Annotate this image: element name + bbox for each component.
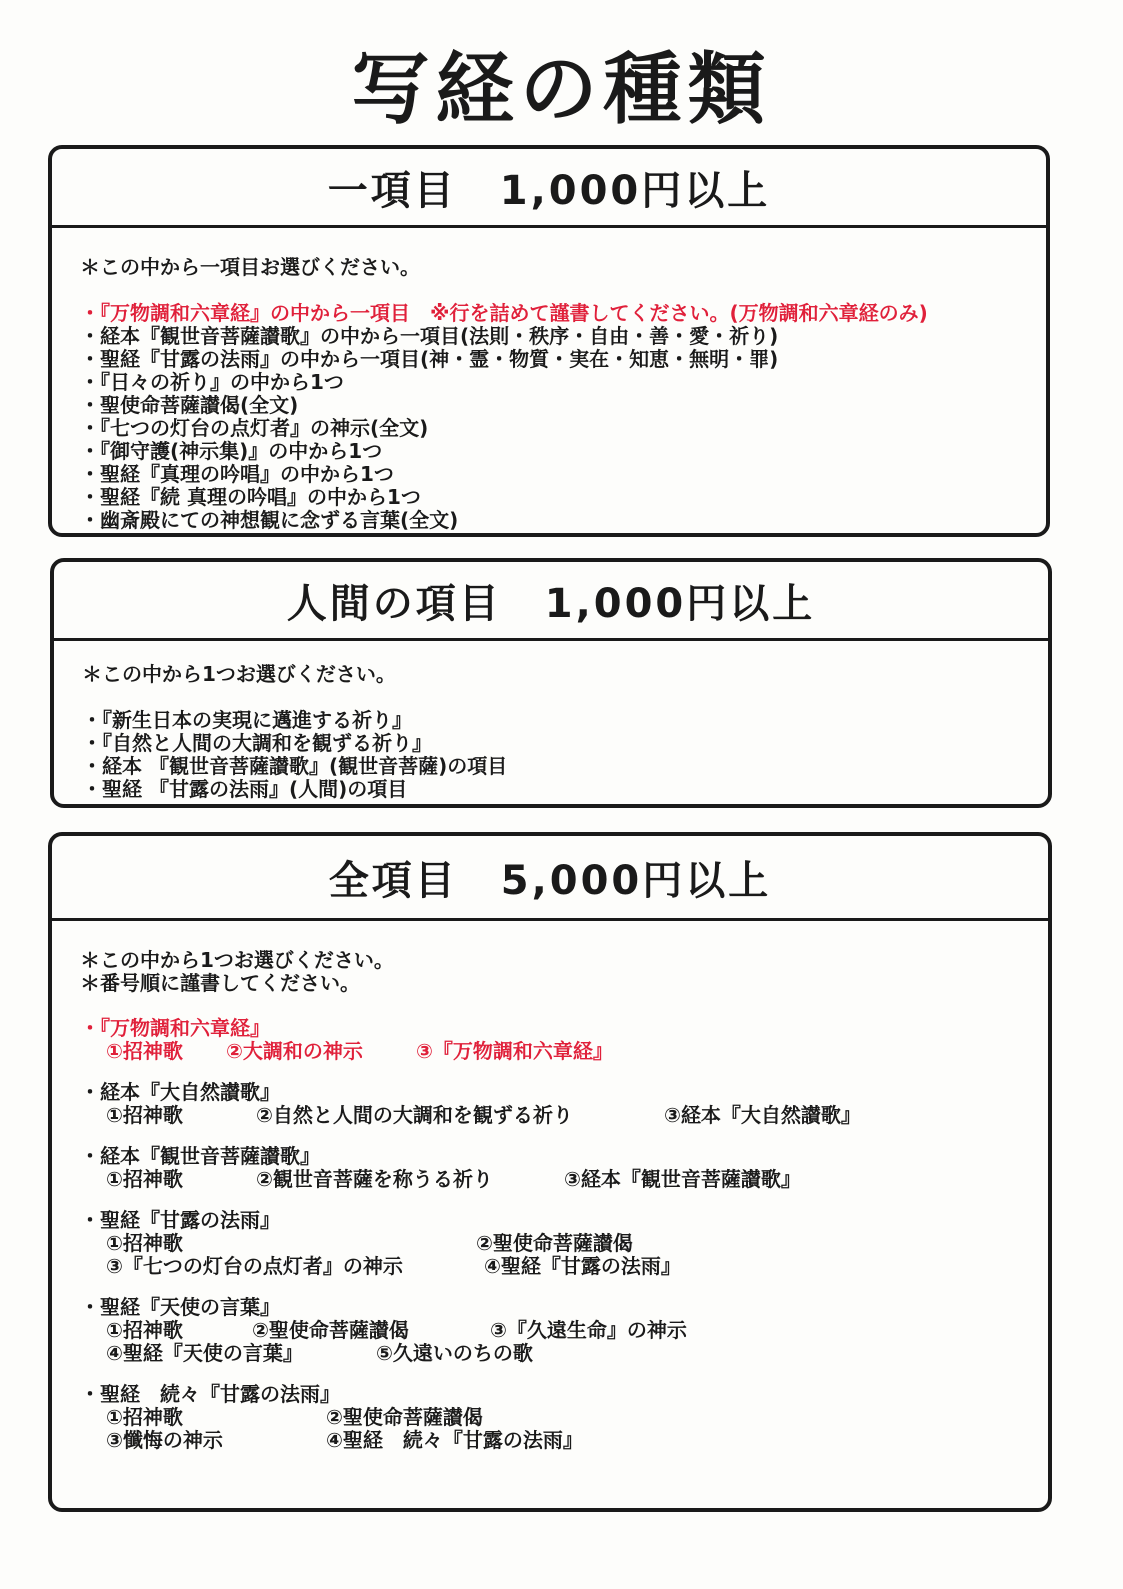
step-item: ③『万物調和六章経』 <box>416 1039 613 1063</box>
step-item: ③懺悔の神示 <box>106 1428 223 1452</box>
group-title: ・聖経『天使の言葉』 <box>80 1295 280 1319</box>
section-header: 一項目 1,000円以上 <box>52 149 1046 228</box>
step-item: ④聖経『甘露の法雨』 <box>484 1254 681 1278</box>
step-item: ⑤久遠いのちの歌 <box>376 1341 533 1365</box>
step-item: ①招神歌 <box>106 1405 183 1429</box>
step-item: ③『久遠生命』の神示 <box>490 1318 687 1342</box>
list-item: ・『日々の祈り』の中から1つ <box>80 370 344 394</box>
step-item: ①招神歌 <box>106 1231 183 1255</box>
step-item: ③経本『観世音菩薩讃歌』 <box>564 1167 801 1191</box>
list-item: ・聖経 『甘露の法雨』(人間)の項目 <box>82 777 408 801</box>
page-title: 写経の種類 <box>351 45 772 135</box>
list-item: ・『新生日本の実現に邁進する祈り』 <box>82 708 412 732</box>
group-title: ・聖経 続々『甘露の法雨』 <box>80 1382 340 1406</box>
group-title: ・『万物調和六章経』 <box>80 1016 270 1040</box>
list-item: ・経本 『観世音菩薩讃歌』(観世音菩薩)の項目 <box>82 754 508 778</box>
list-item: ・聖使命菩薩讃偈(全文) <box>80 393 299 417</box>
list-item: ・聖経『甘露の法雨』の中から一項目(神・霊・物質・実在・知恵・無明・罪) <box>80 347 779 371</box>
section-header: 人間の項目 1,000円以上 <box>54 562 1048 641</box>
list-item: ・『七つの灯台の点灯者』の神示(全文) <box>80 416 429 440</box>
list-item: ・聖経『真理の吟唱』の中から1つ <box>80 462 394 486</box>
step-item: ①招神歌 <box>106 1318 183 1342</box>
step-item: ②聖使命菩薩讃偈 <box>252 1318 409 1342</box>
step-item: ②観世音菩薩を称うる祈り <box>256 1167 493 1191</box>
step-item: ②自然と人間の大調和を観ずる祈り <box>256 1103 573 1127</box>
section-header: 全項目 5,000円以上 <box>52 836 1048 921</box>
section-box-human-item <box>50 558 1052 808</box>
instruction-note: ＊この中から1つお選びください。 <box>80 948 394 972</box>
list-item: ・『御守護(神示集)』の中から1つ <box>80 439 383 463</box>
group-zokuzoku-kanro <box>80 1383 1020 1452</box>
step-item: ②聖使命菩薩讃偈 <box>476 1231 633 1255</box>
step-item: ①招神歌 <box>106 1167 183 1191</box>
section-box-all-items <box>48 832 1052 1512</box>
group-kanro <box>80 1209 1020 1278</box>
group-tenshi <box>80 1296 1020 1365</box>
step-item: ①招神歌 <box>106 1039 183 1063</box>
step-item: ②聖使命菩薩讃偈 <box>326 1405 483 1429</box>
step-item: ③経本『大自然讃歌』 <box>664 1103 861 1127</box>
instruction-note: ＊この中から一項目お選びください。 <box>80 255 420 279</box>
list-item: ・『万物調和六章経』の中から一項目 ※行を詰めて謹書してください。(万物調和六章経のみ) <box>80 301 928 325</box>
section-box-one-item <box>48 145 1050 537</box>
group-title: ・聖経『甘露の法雨』 <box>80 1208 280 1232</box>
group-kanzeon <box>80 1145 1020 1191</box>
group-title: ・経本『大自然讃歌』 <box>80 1080 280 1104</box>
instruction-note: ＊番号順に謹書してください。 <box>80 971 360 995</box>
list-item: ・『自然と人間の大調和を観ずる祈り』 <box>82 731 432 755</box>
group-daishizen <box>80 1081 1020 1127</box>
step-item: ③『七つの灯台の点灯者』の神示 <box>106 1254 403 1278</box>
list-item: ・聖経『続 真理の吟唱』の中から1つ <box>80 485 421 509</box>
instruction-note: ＊この中から1つお選びください。 <box>82 662 396 686</box>
step-item: ④聖経 続々『甘露の法雨』 <box>326 1428 583 1452</box>
step-item: ④聖経『天使の言葉』 <box>106 1341 303 1365</box>
section-body <box>54 641 1048 801</box>
section-body <box>52 921 1048 1452</box>
list-item: ・幽斎殿にての神想観に念ずる言葉(全文) <box>80 508 459 532</box>
group-title: ・経本『観世音菩薩讃歌』 <box>80 1144 320 1168</box>
step-item: ②大調和の神示 <box>226 1039 363 1063</box>
group-banbutsu <box>80 1017 1020 1063</box>
section-body <box>52 228 1046 532</box>
list-item: ・経本『観世音菩薩讃歌』の中から一項目(法則・秩序・自由・善・愛・祈り) <box>80 324 779 348</box>
step-item: ①招神歌 <box>106 1103 183 1127</box>
